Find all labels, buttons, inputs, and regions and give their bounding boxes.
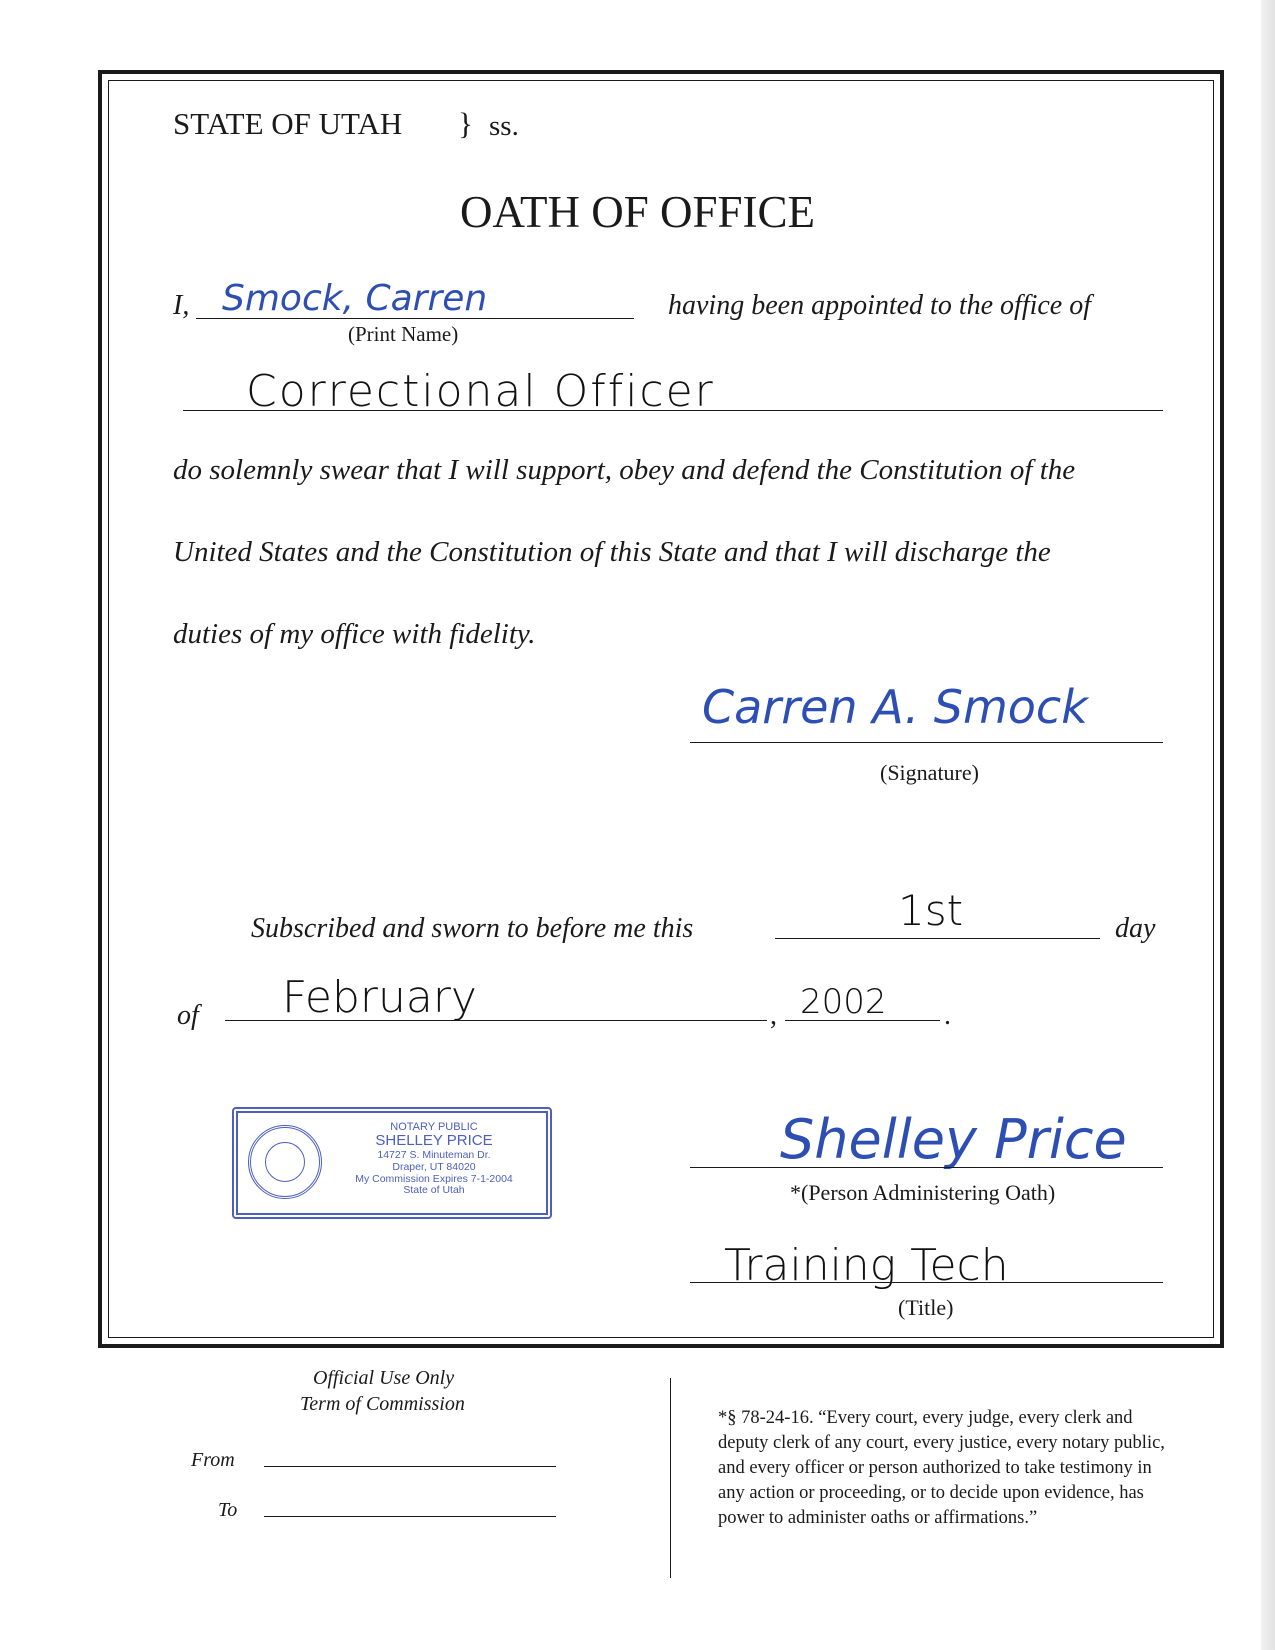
notary-stamp — [232, 1107, 552, 1219]
stamp-line-5: My Commission Expires 7-1-2004 — [355, 1172, 513, 1185]
month-line — [225, 1020, 767, 1021]
stamp-line-1: NOTARY PUBLIC — [390, 1121, 478, 1133]
month-comma: , — [770, 1000, 777, 1031]
signature-label: (Signature) — [880, 760, 979, 785]
state-seal-icon — [248, 1125, 322, 1199]
administrator-title-label: (Title) — [898, 1295, 954, 1320]
administrator-signature-line — [690, 1167, 1163, 1168]
oath-body-line-2: United States and the Constitution of this State and that I will discharge the — [173, 536, 1051, 568]
oath-prefix: I, — [173, 290, 190, 321]
administrator-title-line — [690, 1282, 1163, 1283]
administrator-signature-handwritten: Shelley Price — [780, 1108, 1127, 1171]
appointed-text: having been appointed to the office of — [668, 290, 1092, 321]
footnote-line-2: deputy clerk of any court, every justice, every notary public, — [718, 1433, 1165, 1453]
stamp-line-3: 14727 S. Minuteman Dr. — [377, 1149, 491, 1162]
footnote-line-1: *§ 78-24-16. “Every court, every judge, every clerk and — [718, 1408, 1133, 1428]
administrator-label: *(Person Administering Oath) — [790, 1180, 1056, 1205]
term-of-commission-heading: Term of Commission — [300, 1393, 465, 1415]
office-line — [183, 410, 1163, 411]
state-label: STATE OF UTAH — [173, 106, 403, 141]
sworn-text: Subscribed and sworn to before me this — [251, 913, 694, 944]
day-handwritten: 1st — [898, 886, 964, 935]
office-handwritten: Correctional Officer — [246, 366, 715, 417]
administrator-title-handwritten: Training Tech — [724, 1240, 1009, 1291]
print-name-label: (Print Name) — [348, 322, 459, 346]
to-line — [264, 1516, 556, 1517]
print-name-line — [196, 318, 634, 319]
month-handwritten: February — [282, 972, 477, 1023]
of-label: of — [177, 1000, 199, 1031]
signature-line — [690, 742, 1163, 743]
footnote-line-5: power to administer oaths or affirmations.” — [718, 1508, 1038, 1528]
print-name-handwritten: Smock, Carren — [222, 278, 488, 319]
ss-label: ss. — [489, 110, 519, 142]
year-line — [785, 1020, 940, 1021]
stamp-line-2: SHELLEY PRICE — [375, 1132, 493, 1150]
footer-divider — [670, 1378, 671, 1578]
stamp-line-4: Draper, UT 84020 — [392, 1160, 476, 1173]
footnote-line-3: and every officer or person authorized to take testimony in — [718, 1458, 1152, 1478]
oath-body-line-3: duties of my office with fidelity. — [173, 618, 536, 650]
page-edge-shadow — [1261, 0, 1275, 1650]
stamp-line-6: State of Utah — [403, 1184, 465, 1197]
from-line — [264, 1466, 556, 1467]
to-label: To — [218, 1499, 238, 1521]
state-brace: } — [458, 106, 473, 141]
official-use-heading: Official Use Only — [313, 1367, 455, 1389]
day-label: day — [1115, 913, 1156, 944]
page-title: OATH OF OFFICE — [459, 187, 816, 237]
oath-body-line-1: do solemnly swear that I will support, obey and defend the Constitution of the — [173, 454, 1076, 486]
signature-handwritten: Carren A. Smock — [702, 680, 1088, 734]
day-line — [775, 938, 1100, 939]
year-period: . — [944, 1000, 951, 1031]
footnote-line-4: any action or proceeding, or to decide upon evidence, has — [718, 1483, 1144, 1503]
year-handwritten: 2002 — [800, 982, 887, 1022]
from-label: From — [191, 1449, 235, 1471]
